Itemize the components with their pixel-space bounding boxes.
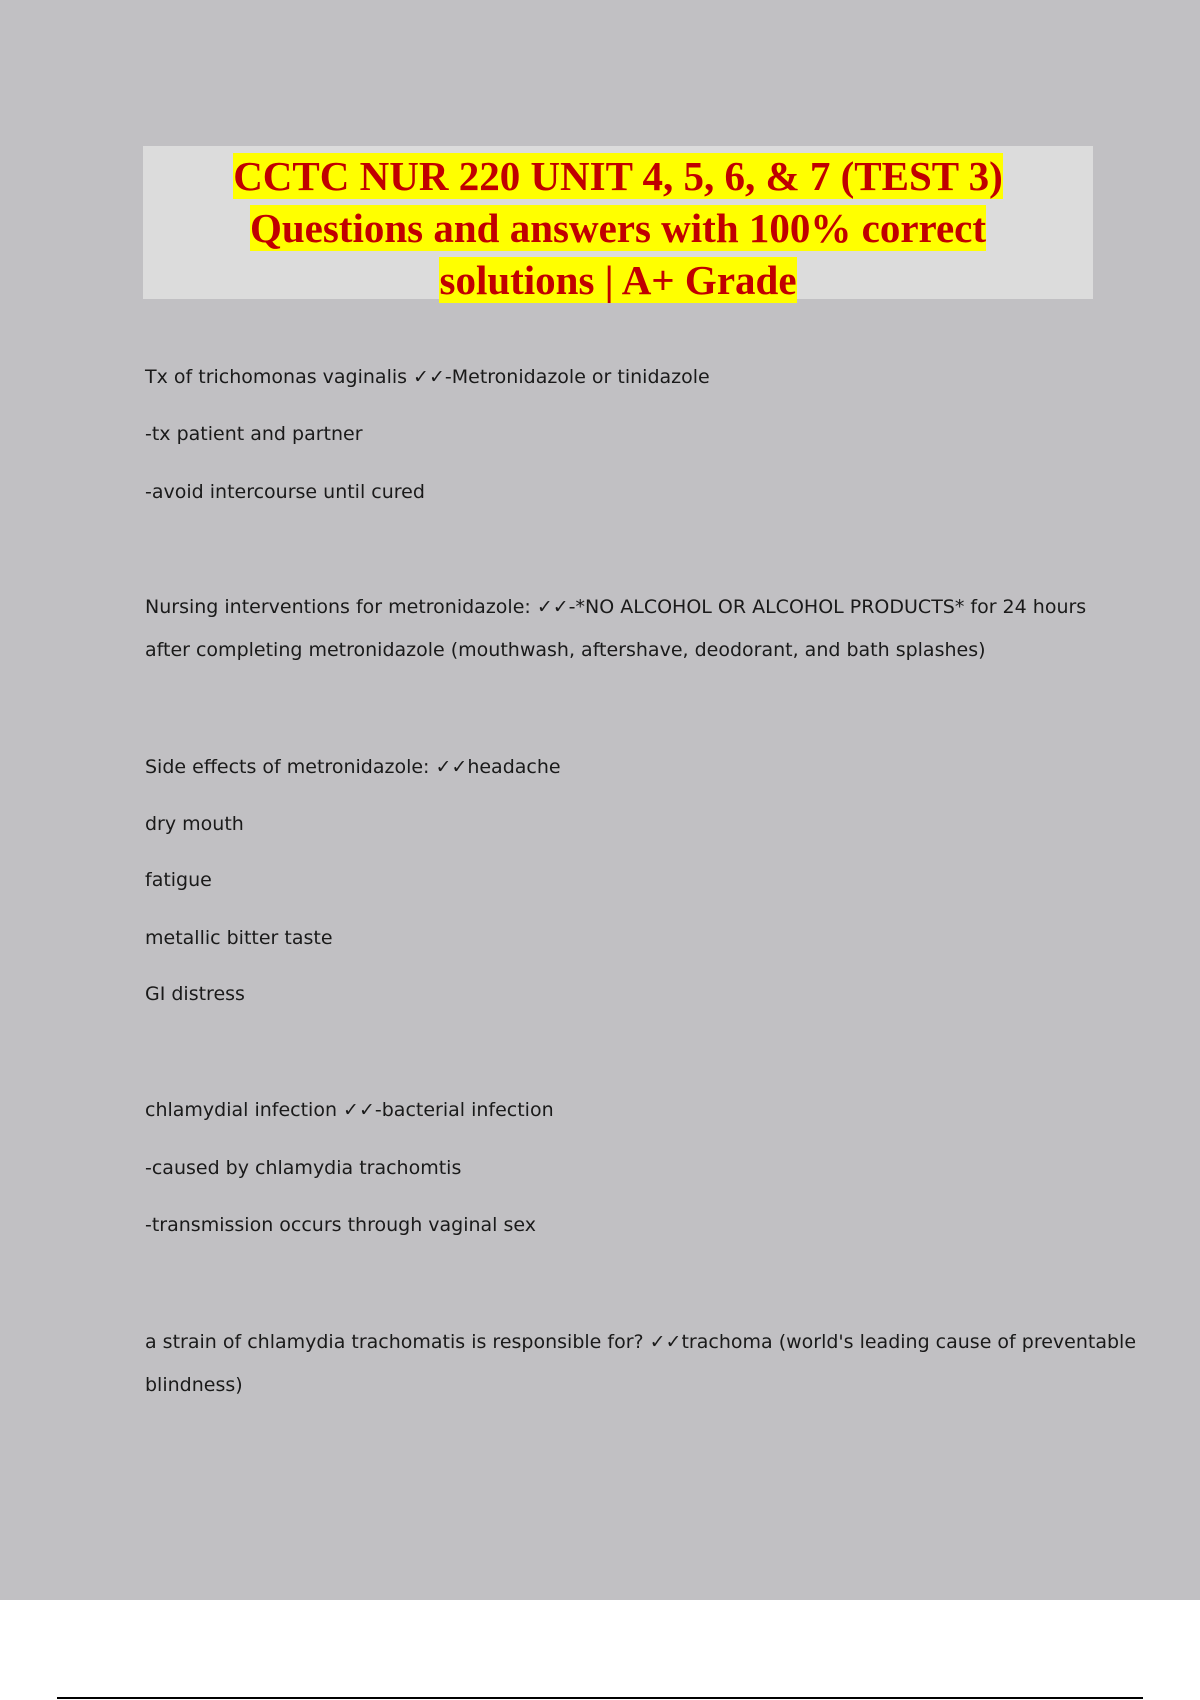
qa-answer-line: -avoid intercourse until cured bbox=[145, 481, 425, 503]
title-line-3 bbox=[143, 254, 1093, 306]
title-line-2 bbox=[143, 202, 1093, 254]
title-text-1: CCTC NUR 220 UNIT 4, 5, 6, & 7 (TEST 3) bbox=[233, 153, 1003, 199]
qa-answer-line: after completing metronidazole (mouthwash, aftershave, deodorant, and bath splashes) bbox=[145, 639, 986, 661]
qa-answer-line: -caused by chlamydia trachomtis bbox=[145, 1157, 462, 1179]
qa-question-line: chlamydial infection ✓✓-bacterial infection bbox=[145, 1099, 554, 1121]
qa-answer-line: -transmission occurs through vaginal sex bbox=[145, 1214, 537, 1236]
qa-question-line: a strain of chlamydia trachomatis is responsible for? ✓✓trachoma (world's leading cause of preventable bbox=[145, 1331, 1137, 1353]
qa-question-line: Nursing interventions for metronidazole: ✓✓-*NO ALCOHOL OR ALCOHOL PRODUCTS* for 24 hours bbox=[145, 596, 1087, 618]
qa-answer-line: blindness) bbox=[145, 1374, 243, 1396]
title-line-1 bbox=[143, 150, 1093, 202]
qa-answer-line: metallic bitter taste bbox=[145, 927, 333, 949]
title-box bbox=[143, 146, 1093, 303]
qa-question-line: Side effects of metronidazole: ✓✓headache bbox=[145, 756, 561, 778]
qa-answer-line: -tx patient and partner bbox=[145, 423, 363, 445]
footer-divider bbox=[57, 1697, 1143, 1699]
title-text-3: solutions | A+ Grade bbox=[439, 257, 797, 303]
qa-question-line: Tx of trichomonas vaginalis ✓✓-Metronidazole or tinidazole bbox=[145, 366, 710, 388]
qa-answer-line: fatigue bbox=[145, 869, 212, 891]
title-text-2: Questions and answers with 100% correct bbox=[249, 205, 987, 251]
qa-answer-line: dry mouth bbox=[145, 813, 244, 835]
qa-answer-line: GI distress bbox=[145, 983, 245, 1005]
